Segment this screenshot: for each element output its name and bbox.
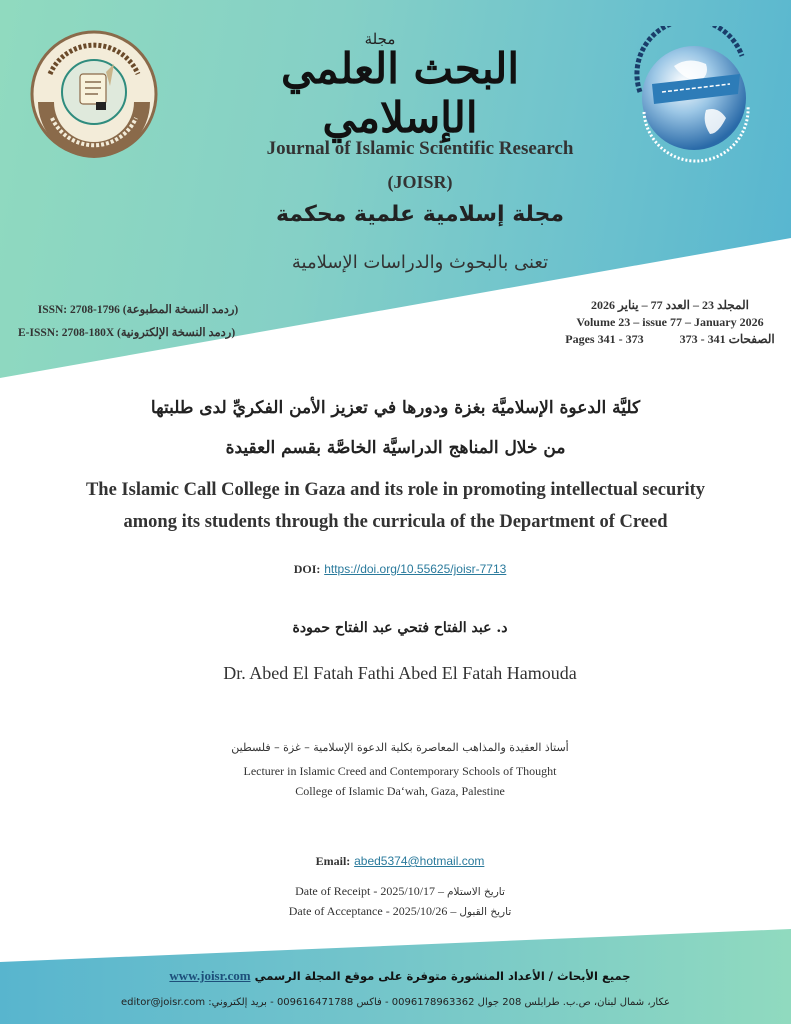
author-name-arabic: د. عبد الفتاح فتحي عبد الفتاح حمودة (292, 620, 508, 636)
doi-label: DOI: (293, 562, 321, 576)
volume-block (560, 297, 780, 348)
pages-row (560, 331, 780, 348)
author-affiliation-arabic: أستاذ العقيدة والمذاهب المعاصرة بكلية الدعوة الإسلامية – غزة – فلسطين (231, 741, 569, 754)
doi-link[interactable]: https://doi.org/10.55625/joisr-7713 (324, 562, 507, 576)
issn-print: ISSN: 2708-1796 (ردمد النسخة المطبوعة) (37, 304, 239, 316)
journal-tagline-arabic: تعنى بالبحوث والدراسات الإسلامية (291, 252, 549, 273)
pages-english: Pages 341 - 373 (565, 332, 644, 346)
date-of-acceptance (150, 904, 650, 919)
volume-english: Volume 23 – issue 77 – January 2026 (576, 315, 764, 329)
author-name-english: Dr. Abed El Fatah Fathi Abed El Fatah Hamouda (223, 663, 577, 683)
acceptance-date-arabic-label: تاريخ القبول (459, 906, 512, 918)
article-title-arabic-line1: كليَّة الدعوة الإسلاميَّة بغزة ودورها في تعزيز الأمن الفكريِّ لدى طلبتها (150, 398, 641, 418)
article-title-arabic-line2: من خلال المناهج الدراسيَّة الخاصَّة بقسم العقيدة (225, 438, 566, 458)
author-affiliation-english-line1: Lecturer in Islamic Creed and Contemporary Schools of Thought (243, 764, 557, 778)
footer-availability-text: جميع الأبحاث / الأعداد المنشورة متوفرة على موقع المجلة الرسمي (254, 969, 631, 983)
footer-contact: عكار، شمال لبنان، ص.ب. طرابلس 208 جوال 0096178963362 - فاكس 009616471788 - بريد إلكتروني: editor@joisr.com (121, 997, 670, 1008)
author-affiliation-english-line2: College of Islamic Da‘wah, Gaza, Palestine (295, 784, 505, 798)
email-row (200, 854, 600, 869)
footer-availability (100, 968, 700, 984)
receipt-date-arabic-label: تاريخ الاستلام (447, 886, 505, 898)
journal-name-arabic: البحث العلمي الإسلامي (280, 44, 520, 142)
journal-word-arabic: مجلة (364, 30, 396, 48)
volume-arabic: المجلد 23 – العدد 77 – يناير 2026 (591, 298, 749, 312)
issn-block (18, 299, 258, 345)
acceptance-date-english: Date of Acceptance - 2025/10/26 – (288, 904, 457, 918)
journal-abbreviation: (JOISR) (387, 172, 453, 192)
footer-website-link[interactable]: www.joisr.com (169, 968, 251, 983)
journal-name-english: Journal of Islamic Scientific Research (266, 138, 574, 159)
imam-bukhari-center-emblem-icon (30, 30, 158, 158)
email-label: Email: (315, 854, 351, 868)
journal-subtitle-arabic: مجلة إسلامية علمية محكمة (275, 202, 565, 227)
issn-electronic: E-ISSN: 2708-180X (ردمد النسخة الإلكترونية) (18, 327, 236, 339)
article-title-english-line2: among its students through the curricula of the Department of Creed (123, 512, 668, 532)
receipt-date-english: Date of Receipt - 2025/10/17 – (295, 884, 445, 898)
pages-arabic: الصفحات 341 - 373 (679, 332, 775, 346)
article-title-english (30, 474, 761, 538)
article-title-english-line1: The Islamic Call College in Gaza and its role in promoting intellectual security (85, 480, 706, 500)
email-link[interactable]: abed5374@hotmail.com (354, 854, 485, 868)
date-of-receipt (150, 884, 650, 899)
doi-row (200, 562, 600, 577)
